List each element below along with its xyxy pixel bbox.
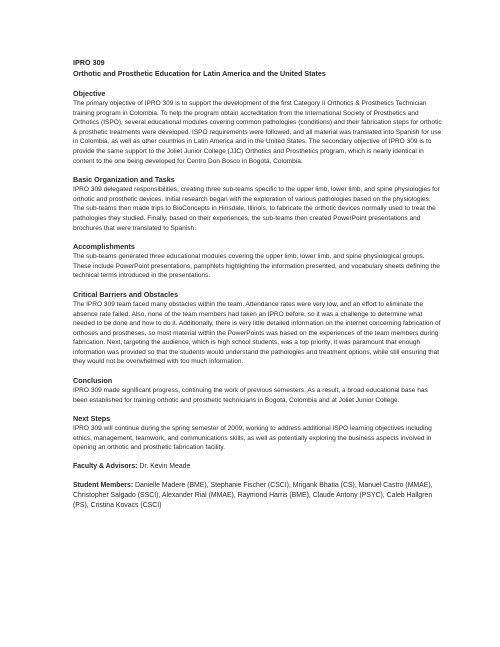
student-members [73, 481, 442, 511]
section-body: IPRO 309 delegated responsibilities, creating three sub-teams specific to the upper limb, lower limb, and spine physiologies for orthotic and prosthetic devices. Initial research began with the exploration of various pathologies based on the physiologies. The sub-teams then made trips to BioConcepts in Hinsdale, Illinois, to fabricate the orthotic devices normally used to treat the pathologies they studied. Finally, based on their experiences, the sub-teams then created PowerPoint presentations and brochures that were translated to Spanish. [73, 186, 440, 232]
section-heading: Conclusion [73, 376, 113, 386]
faculty-advisors [73, 462, 442, 472]
section-body: IPRO 309 will continue during the spring semester of 2009, working to address additional ISPO learning objectives including ethics, management, teamwork, and communications skills, as well as potentially exploring the business aspects involved in opening an orthotic and prosthetic fabrication facility. [73, 425, 432, 452]
section-body: The sub-teams generated three educational modules covering the upper limb, lower limb, and spine physiological groups. These include PowerPoint presentations, pamphlets highlighting the information presented, and vocabulary sheets defining the technical terms introduced in the presentations. [73, 253, 440, 280]
faculty-value: Dr. Kevin Meade [139, 463, 191, 471]
section-heading: Next Steps [73, 414, 111, 424]
members-label: Student Members: [73, 482, 134, 490]
faculty-label: Faculty & Advisors: [73, 463, 138, 471]
section-heading: Critical Barriers and Obstacles [73, 289, 179, 299]
members-value: Danielle Madere (BME), Stephanie Fischer (CSCI), Mrigank Bhatia (CS), Manuel Castro (MMAE), Christopher Salgado (SSCI), Alexander Rial (MMAE), Raymond Harris (BME), Claude Antony (PSYC), Caleb Hallgren (PS), Cristina Kovacs (CSCI) [73, 482, 433, 510]
section-heading: Basic Organization and Tasks [73, 175, 175, 185]
section-accomplishments [73, 242, 442, 281]
course-code: IPRO 309 [73, 58, 105, 67]
section-critical-barriers [73, 290, 442, 367]
section-heading: Accomplishments [73, 242, 135, 252]
section-objective [73, 89, 442, 166]
section-basic-organization [73, 175, 442, 233]
section-body: IPRO 309 made significant progress, continuing the work of previous semesters. As a result, a broad educational base has been established for training orthotic and prosthetic technicians in Bogotá, Colombia and at Joliet Junior College. [73, 387, 428, 404]
section-next-steps [73, 414, 442, 453]
section-heading: Objective [73, 89, 106, 98]
section-conclusion [73, 376, 442, 405]
section-body: The primary objective of IPRO 309 is to support the development of the first Category II Orthotics & Prosthetics Technician training program in Colombia. To help the program obtain accreditation from the International Society of Prosthetics and Orthotics (ISPO), several educational modules covering common pathologies (conditions) and their fabrication steps for orthotic & prosthetic treatments were developed. ISPO requirements were followed, and all material was translated into Spanish for use in Colombia, as well as other countries in Latin America and in the United States. The secondary objective of IPRO 309 is to provide the same support to the Joliet Junior College (JJC) Orthotics and Prosthetics program, which is nearly identical in content to the one being developed for Centro Don Bosco in Bogotá, Colombia. [73, 100, 442, 165]
document-title: Orthotic and Prosthetic Education for Latin America and the United States [73, 69, 326, 78]
section-body: The IPRO 309 team faced many obstacles within the team. Attendance rates were very low, and an effort to eliminate the absence rate failed. Also, none of the team members had taken an IPRO before, so it was a challenge to determine what needed to be done and how to do it. Additionally, there is very little detailed information on the internet concerning fabrication of orthoses and prostheses, so most material within the PowerPoints was based on the experiences of the team members during fabrication. Next, targeting the audience, which is high school students, was a top priority; it was paramount that enough information was provided so that the students would understand the pathologies and treatment options, while still ensuring that they would not be overwhelmed with too much information. [73, 300, 441, 366]
